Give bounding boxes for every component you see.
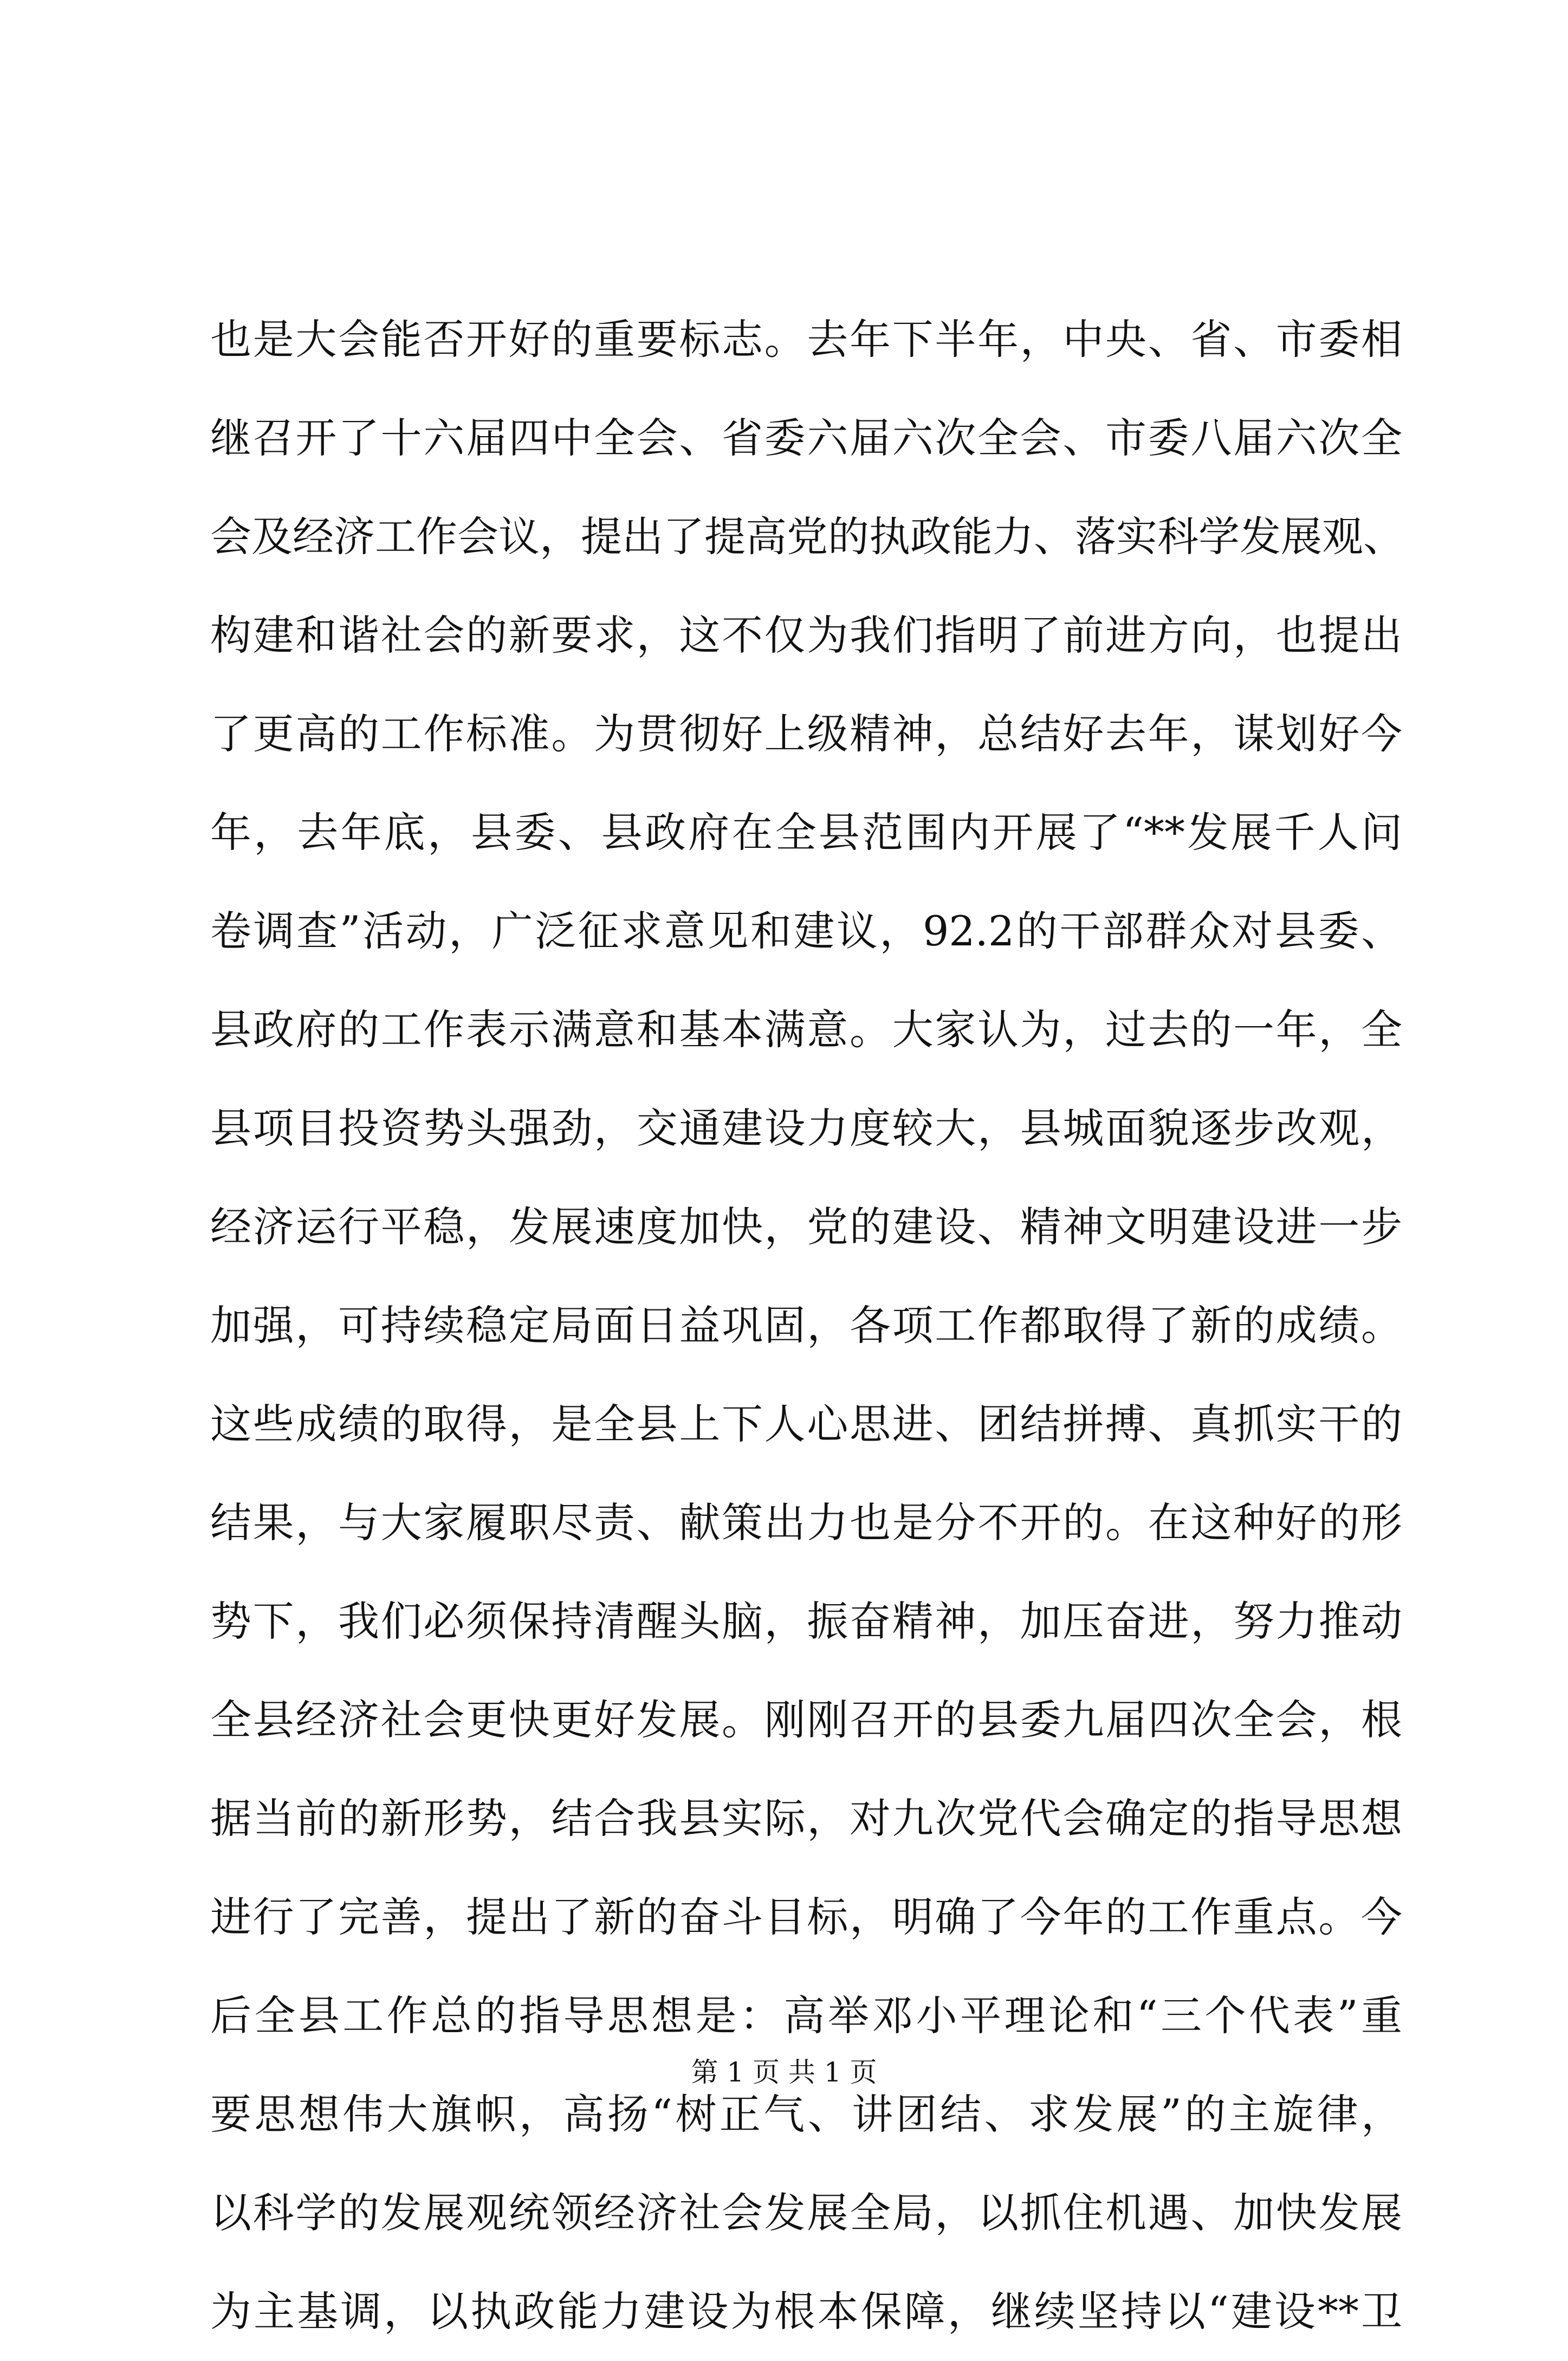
text-line: 了更高的工作标准。为贯彻好上级精神，总结好去年，谋划好今 <box>210 710 1402 758</box>
text-line: 也是大会能否开好的重要标志。去年下半年，中央、省、市委相 <box>210 315 1402 364</box>
text-line: 继召开了十六届四中全会、省委六届六次全会、市委八届六次全 <box>210 414 1402 462</box>
body-text <box>210 290 1402 2361</box>
text-line: 这些成绩的取得，是全县上下人心思进、团结拼搏、真抓实干的 <box>210 1400 1402 1448</box>
text-line: 后全县工作总的指导思想是：高举邓小平理论和“三个代表”重 <box>210 1992 1402 2040</box>
text-line: 结果，与大家履职尽责、献策出力也是分不开的。在这种好的形 <box>210 1499 1402 1547</box>
text-line: 要思想伟大旗帜，高扬“树正气、讲团结、求发展”的主旋律， <box>210 2090 1402 2138</box>
page-footer <box>0 2053 1568 2091</box>
text-line: 以科学的发展观统领经济社会发展全局，以抓住机遇、加快发展 <box>210 2189 1402 2237</box>
text-line: 为主基调，以执政能力建设为根本保障，继续坚持以“建设**卫 <box>210 2287 1402 2336</box>
text-line: 县政府的工作表示满意和基本满意。大家认为，过去的一年，全 <box>210 1006 1402 1054</box>
text-line: 全县经济社会更快更好发展。刚刚召开的县委九届四次全会，根 <box>210 1696 1402 1744</box>
text-line: 加强，可持续稳定局面日益巩固，各项工作都取得了新的成绩。 <box>210 1301 1402 1350</box>
text-line: 年，去年底，县委、县政府在全县范围内开展了“**发展千人问 <box>210 808 1402 857</box>
text-line: 据当前的新形势，结合我县实际，对九次党代会确定的指导思想 <box>210 1794 1402 1843</box>
text-line: 卷调查”活动，广泛征求意见和建议，92.2的干部群众对县委、 <box>210 907 1402 955</box>
text-line: 势下，我们必须保持清醒头脑，振奋精神，加压奋进，努力推动 <box>210 1597 1402 1645</box>
text-line: 进行了完善，提出了新的奋斗目标，明确了今年的工作重点。今 <box>210 1893 1402 1941</box>
page-number-label: 第 1 页 共 1 页 <box>691 2057 877 2088</box>
text-line: 县项目投资势头强劲，交通建设力度较大，县城面貌逐步改观， <box>210 1104 1402 1152</box>
text-line: 构建和谐社会的新要求，这不仅为我们指明了前进方向，也提出 <box>210 611 1402 659</box>
text-line: 会及经济工作会议，提出了提高党的执政能力、落实科学发展观、 <box>210 513 1404 561</box>
text-line: 经济运行平稳，发展速度加快，党的建设、精神文明建设进一步 <box>210 1203 1402 1251</box>
